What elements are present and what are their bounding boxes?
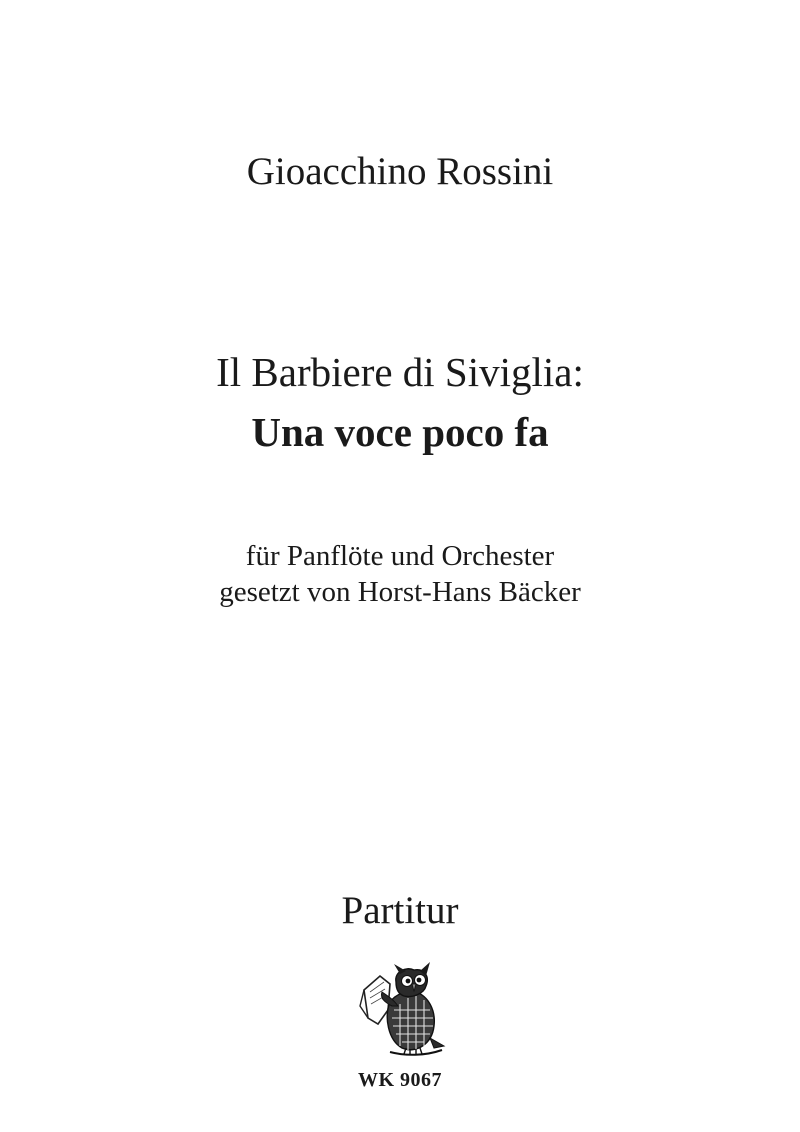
catalog-number: WK 9067 [357,1069,443,1091]
opera-title: Il Barbiere di Siviglia: [216,349,584,395]
instrumentation-line: für Panflöte und Orchester [245,540,555,572]
arranger-line: gesetzt von Horst-Hans Bäcker [219,576,581,608]
composer-name: Gioacchino Rossini [246,150,554,193]
aria-title: Una voce poco fa [251,409,549,455]
score-type-label: Partitur [341,889,459,932]
owl-holding-sheet-icon [350,962,450,1060]
publisher-logo [350,962,450,1060]
